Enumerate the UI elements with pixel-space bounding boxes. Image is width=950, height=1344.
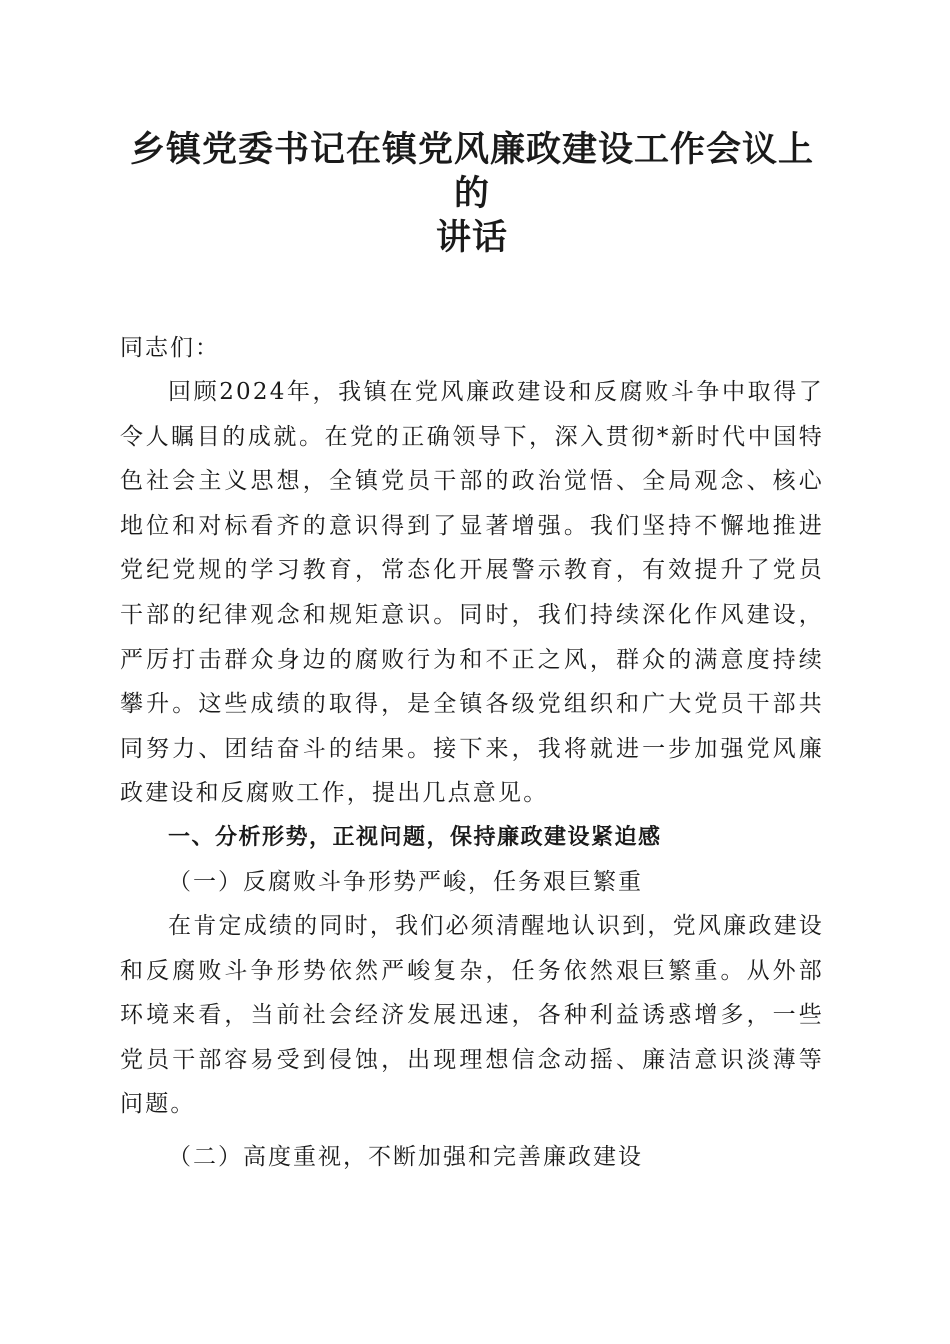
salutation: 同志们： [120,335,220,361]
subsection-1-paragraph: 在肯定成绩的同时，我们必须清醒地认识到，党风廉政建设和反腐败斗争形势依然严峻复杂，任务依然艰巨繁重。从外部环境来看，当前社会经济发展迅速，各种利益诱惑增多，一些党员干部容易受到侵蚀，出现理想信念动摇、廉洁意识淡薄等问题。 [120,912,824,1118]
title-line-2: 讲话 [435,217,508,258]
document-title [120,128,824,260]
subsection-1-heading: （一）反腐败斗争形势严峻，任务艰巨繁重 [168,868,643,895]
intro-paragraph: 回顾2024年，我镇在党风廉政建设和反腐败斗争中取得了令人瞩目的成就。在党的正确领导下，深入贯彻*新时代中国特色社会主义思想，全镇党员干部的政治觉悟、全局观念、核心地位和对标看齐的意识得到了显著增强。我们坚持不懈地推进党纪党规的学习教育，常态化开展警示教育，有效提升了党员干部的纪律观念和规矩意识。同时，我们持续深化作风建设，严厉打击群众身边的腐败行为和不正之风，群众的满意度持续攀升。这些成绩的取得，是全镇各级党组织和广大党员干部共同努力、团结奋斗的结果。接下来，我将就进一步加强党风廉政建设和反腐败工作，提出几点意见。 [120,379,824,807]
title-line-1: 乡镇党委书记在镇党风廉政建设工作会议上的 [129,129,814,214]
document-page [120,128,824,1179]
subsection-2-heading: （二）高度重视，不断加强和完善廉政建设 [168,1143,643,1170]
section-1-heading: 一、分析形势，正视问题，保持廉政建设紧迫感 [168,824,662,850]
